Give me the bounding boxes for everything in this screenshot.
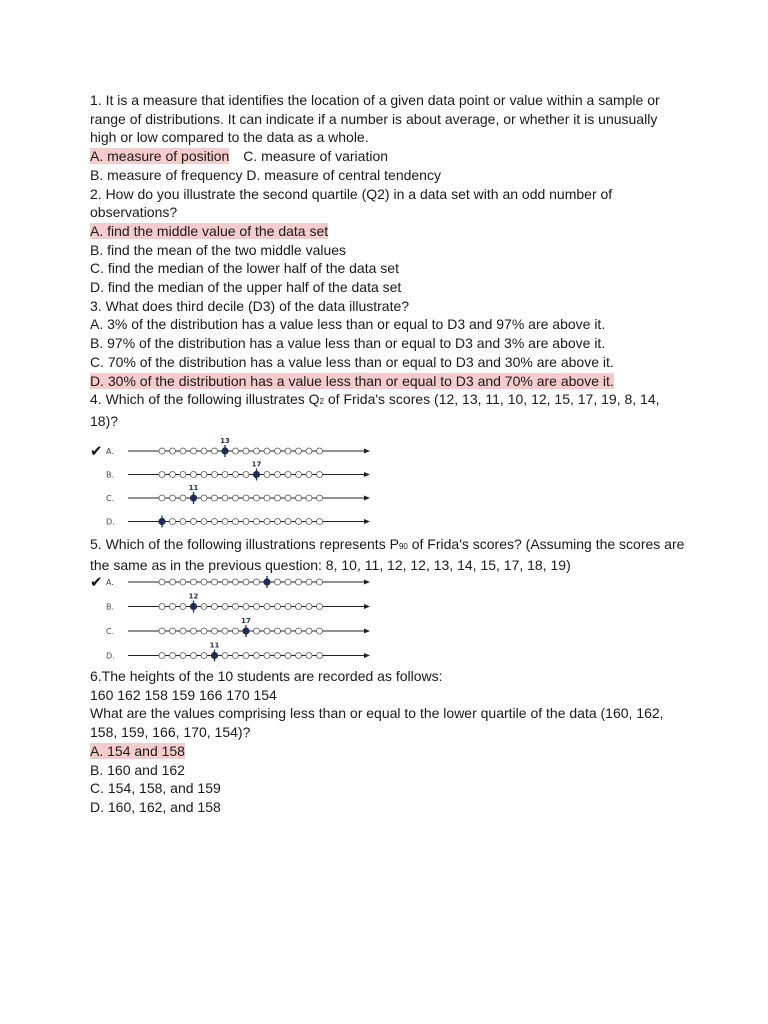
q4-open-point: [296, 495, 302, 501]
q5-open-point: [254, 653, 260, 659]
q5-open-point: [201, 579, 207, 585]
q5-marker-label: 11: [209, 641, 220, 650]
q4-open-point: [285, 471, 291, 477]
q5-open-point: [170, 579, 176, 585]
q5-open-point: [201, 653, 207, 659]
q5-stem-line-1: [90, 535, 685, 557]
q4-open-point: [170, 471, 176, 477]
q1-stem-line-2: range of distributions. It can indicate if a number is about average, or whether it is unusually: [90, 110, 658, 127]
q4-number-line-figure: [90, 431, 680, 535]
q4-open-point: [212, 518, 218, 524]
q5-open-point: [222, 628, 228, 634]
q3-option-d: D. 30% of the distribution has a value less than or equal to D3 and 70% are above it.: [90, 372, 614, 389]
q5-open-point: [222, 579, 228, 585]
q1-options-row-2: [90, 166, 680, 185]
q4-open-point: [264, 518, 270, 524]
q5-open-point: [317, 579, 323, 585]
q4-open-point: [285, 518, 291, 524]
q4-open-point: [191, 448, 197, 454]
q5-open-point: [233, 604, 239, 610]
q2-stem-line-2: observations?: [90, 204, 178, 221]
q4-open-point: [191, 471, 197, 477]
q5-check-mark: ✔: [90, 575, 103, 592]
q4-open-point: [275, 518, 281, 524]
q4-stem-part-1: 4. Which of the following illustrates Q: [90, 391, 320, 408]
q4-number-lines: [90, 431, 380, 535]
q5-open-point: [159, 579, 165, 585]
q5-open-point: [159, 653, 165, 659]
q2-option-b: B. find the mean of the two middle values: [90, 241, 347, 258]
q5-number-line-figure: [90, 575, 680, 667]
q4-open-point: [296, 471, 302, 477]
q5-open-point: [170, 604, 176, 610]
q4-open-point: [222, 518, 228, 524]
q4-open-point: [212, 495, 218, 501]
q4-open-point: [233, 448, 239, 454]
q4-open-point: [159, 471, 165, 477]
q4-open-point: [159, 495, 165, 501]
q4-open-point: [306, 518, 312, 524]
q5-open-point: [212, 628, 218, 634]
q4-open-point: [233, 518, 239, 524]
q5-open-point: [275, 653, 281, 659]
q4-open-point: [317, 471, 323, 477]
q6-stem-line-3: What are the values comprising less than or equal to the lower quartile of the data (160, 162,: [90, 705, 664, 722]
q4-arrowhead: [364, 519, 370, 524]
q4-marker-label: 11: [188, 483, 199, 492]
q1-stem-line-3: high or low compared to the data as a whole.: [90, 129, 369, 146]
q5-open-point: [306, 628, 312, 634]
q4-stem-part-2: of Frida's scores (12, 13, 11, 10, 12, 15, 17, 19, 8, 14,: [324, 391, 660, 408]
q4-arrowhead: [364, 472, 370, 477]
q5-open-point: [159, 604, 165, 610]
q4-open-point: [275, 471, 281, 477]
q4-open-point: [212, 471, 218, 477]
q5-open-point: [254, 628, 260, 634]
q4-open-point: [180, 448, 186, 454]
q5-line-letter: C.: [106, 627, 115, 637]
q4-open-point: [233, 495, 239, 501]
q5-open-point: [264, 604, 270, 610]
q5-open-point: [317, 653, 323, 659]
q4-open-point: [285, 495, 291, 501]
q6-option-b: B. 160 and 162: [90, 761, 185, 778]
q4-open-point: [222, 495, 228, 501]
q4-open-point: [243, 448, 249, 454]
q1-stem-line-1: 1. It is a measure that identifies the location of a given data point or value within a sample or: [90, 92, 660, 108]
q5-arrowhead: [364, 653, 370, 658]
q5-open-point: [233, 628, 239, 634]
q4-open-point: [306, 495, 312, 501]
q1-option-c: C. measure of variation: [243, 148, 389, 165]
q4-line-letter: C.: [106, 493, 115, 503]
q4-open-point: [243, 518, 249, 524]
q4-open-point: [254, 518, 260, 524]
q4-open-point: [275, 495, 281, 501]
q5-line-letter: D.: [106, 651, 115, 661]
q5-marker-label: 12: [188, 592, 199, 601]
q4-marker-label: 17: [251, 460, 262, 469]
q4-open-point: [170, 495, 176, 501]
q5-number-lines: [90, 575, 380, 667]
q4-open-point: [222, 471, 228, 477]
q6-option-c: C. 154, 158, and 159: [90, 780, 221, 797]
q5-open-point: [180, 604, 186, 610]
q1-option-a: A. measure of position: [90, 148, 230, 165]
q5-open-point: [285, 579, 291, 585]
q4-line-letter: A.: [106, 446, 114, 456]
q5-open-point: [285, 628, 291, 634]
q5-line-letter: A.: [106, 578, 114, 588]
q4-marker-label: 13: [220, 436, 230, 445]
q3-option-b: B. 97% of the distribution has a value less than or equal to D3 and 3% are above it.: [90, 335, 606, 352]
q4-open-point: [317, 495, 323, 501]
q5-open-point: [222, 604, 228, 610]
q5-open-point: [317, 604, 323, 610]
q4-open-point: [159, 448, 165, 454]
q4-open-point: [170, 518, 176, 524]
q5-open-point: [233, 653, 239, 659]
q4-open-point: [201, 471, 207, 477]
q4-open-point: [201, 518, 207, 524]
q5-open-point: [170, 653, 176, 659]
q3-option-c: C. 70% of the distribution has a value less than or equal to D3 and 30% are above it.: [90, 353, 614, 370]
q5-open-point: [317, 628, 323, 634]
q6-option-a: A. 154 and 158: [90, 742, 185, 759]
q5-open-point: [285, 653, 291, 659]
q5-open-point: [191, 579, 197, 585]
q4-stem-subscript: 2: [319, 397, 324, 407]
q5-open-point: [201, 628, 207, 634]
q4-open-point: [306, 448, 312, 454]
q5-open-point: [201, 604, 207, 610]
q4-stem-line-1: [90, 390, 680, 412]
q5-open-point: [296, 628, 302, 634]
q5-open-point: [180, 653, 186, 659]
q4-open-point: [233, 471, 239, 477]
q5-arrowhead: [364, 580, 370, 585]
q5-open-point: [243, 579, 249, 585]
q2-option-c: C. find the median of the lower half of the data set: [90, 260, 399, 277]
q3-option-a: A. 3% of the distribution has a value less than or equal to D3 and 97% are above it.: [90, 316, 606, 333]
q4-open-point: [180, 518, 186, 524]
q3-stem: 3. What does third decile (D3) of the data illustrate?: [90, 297, 410, 314]
q2-option-d: D. find the median of the upper half of the data set: [90, 279, 402, 296]
q1-option-d: D. measure of central tendency: [246, 166, 441, 183]
q4-arrowhead: [364, 495, 370, 500]
q5-marker-label: 17: [241, 617, 251, 626]
q5-open-point: [243, 604, 249, 610]
q5-open-point: [306, 653, 312, 659]
q4-open-point: [275, 448, 281, 454]
q5-open-point: [306, 604, 312, 610]
q4-open-point: [180, 495, 186, 501]
q4-open-point: [170, 448, 176, 454]
q5-open-point: [212, 579, 218, 585]
q5-open-point: [191, 653, 197, 659]
q5-open-point: [296, 579, 302, 585]
q5-open-point: [264, 628, 270, 634]
q5-open-point: [275, 628, 281, 634]
q5-open-point: [180, 628, 186, 634]
q5-open-point: [275, 604, 281, 610]
q4-open-point: [317, 518, 323, 524]
q6-stem-line-1: 6.The heights of the 10 students are recorded as follows:: [90, 668, 443, 685]
q4-open-point: [264, 495, 270, 501]
q5-open-point: [306, 579, 312, 585]
q5-open-point: [222, 653, 228, 659]
q4-open-point: [243, 495, 249, 501]
q1-options-row-1: [90, 147, 680, 166]
q4-open-point: [212, 448, 218, 454]
q5-open-point: [254, 604, 260, 610]
q2-option-a: A. find the middle value of the data set: [90, 222, 329, 239]
q5-open-point: [170, 628, 176, 634]
q4-open-point: [264, 471, 270, 477]
q5-open-point: [233, 579, 239, 585]
q4-stem-line-2: 18)?: [90, 412, 119, 429]
q5-marker-label: [262, 575, 272, 576]
q5-open-point: [191, 628, 197, 634]
q2-stem-line-1: 2. How do you illustrate the second quartile (Q2) in a data set with an odd number of: [90, 185, 613, 202]
q5-open-point: [159, 628, 165, 634]
q4-open-point: [254, 448, 260, 454]
q4-check-mark: ✔: [90, 441, 103, 460]
q4-open-point: [296, 448, 302, 454]
q5-arrowhead: [364, 604, 370, 609]
q5-stem-part-1: 5. Which of the following illustrations represents P: [90, 535, 399, 552]
q4-open-point: [254, 495, 260, 501]
q4-line-letter: B.: [106, 470, 115, 480]
q4-open-point: [243, 471, 249, 477]
q5-stem-part-2: of Frida's scores? (Assuming the scores are: [407, 535, 685, 552]
q5-open-point: [254, 579, 260, 585]
q5-open-point: [243, 653, 249, 659]
q4-open-point: [317, 448, 323, 454]
q4-open-point: [180, 471, 186, 477]
q5-stem-subscript: 90: [398, 541, 408, 551]
q5-open-point: [180, 579, 186, 585]
q4-open-point: [201, 495, 207, 501]
q5-open-point: [264, 653, 270, 659]
q4-open-point: [296, 518, 302, 524]
q5-open-point: [285, 604, 291, 610]
q4-open-point: [264, 448, 270, 454]
q6-option-d: D. 160, 162, and 158: [90, 798, 221, 815]
worksheet: [90, 91, 685, 817]
q5-open-point: [296, 604, 302, 610]
q4-open-point: [191, 518, 197, 524]
q1-option-b: B. measure of frequency: [90, 166, 243, 183]
q5-open-point: [275, 579, 281, 585]
q4-line-letter: D.: [106, 517, 115, 527]
q5-open-point: [296, 653, 302, 659]
q6-stem-line-2: 160 162 158 159 166 170 154: [90, 686, 277, 703]
q4-open-point: [201, 448, 207, 454]
q5-line-letter: B.: [106, 602, 115, 612]
q4-arrowhead: [364, 448, 370, 453]
q5-open-point: [212, 604, 218, 610]
q6-stem-line-4: 158, 159, 166, 170, 154)?: [90, 724, 251, 741]
q4-open-point: [285, 448, 291, 454]
q5-arrowhead: [364, 629, 370, 634]
q4-open-point: [306, 471, 312, 477]
q5-stem-line-2: the same as in the previous question: 8, 10, 11, 12, 12, 13, 14, 15, 17, 18, 19): [90, 557, 571, 574]
